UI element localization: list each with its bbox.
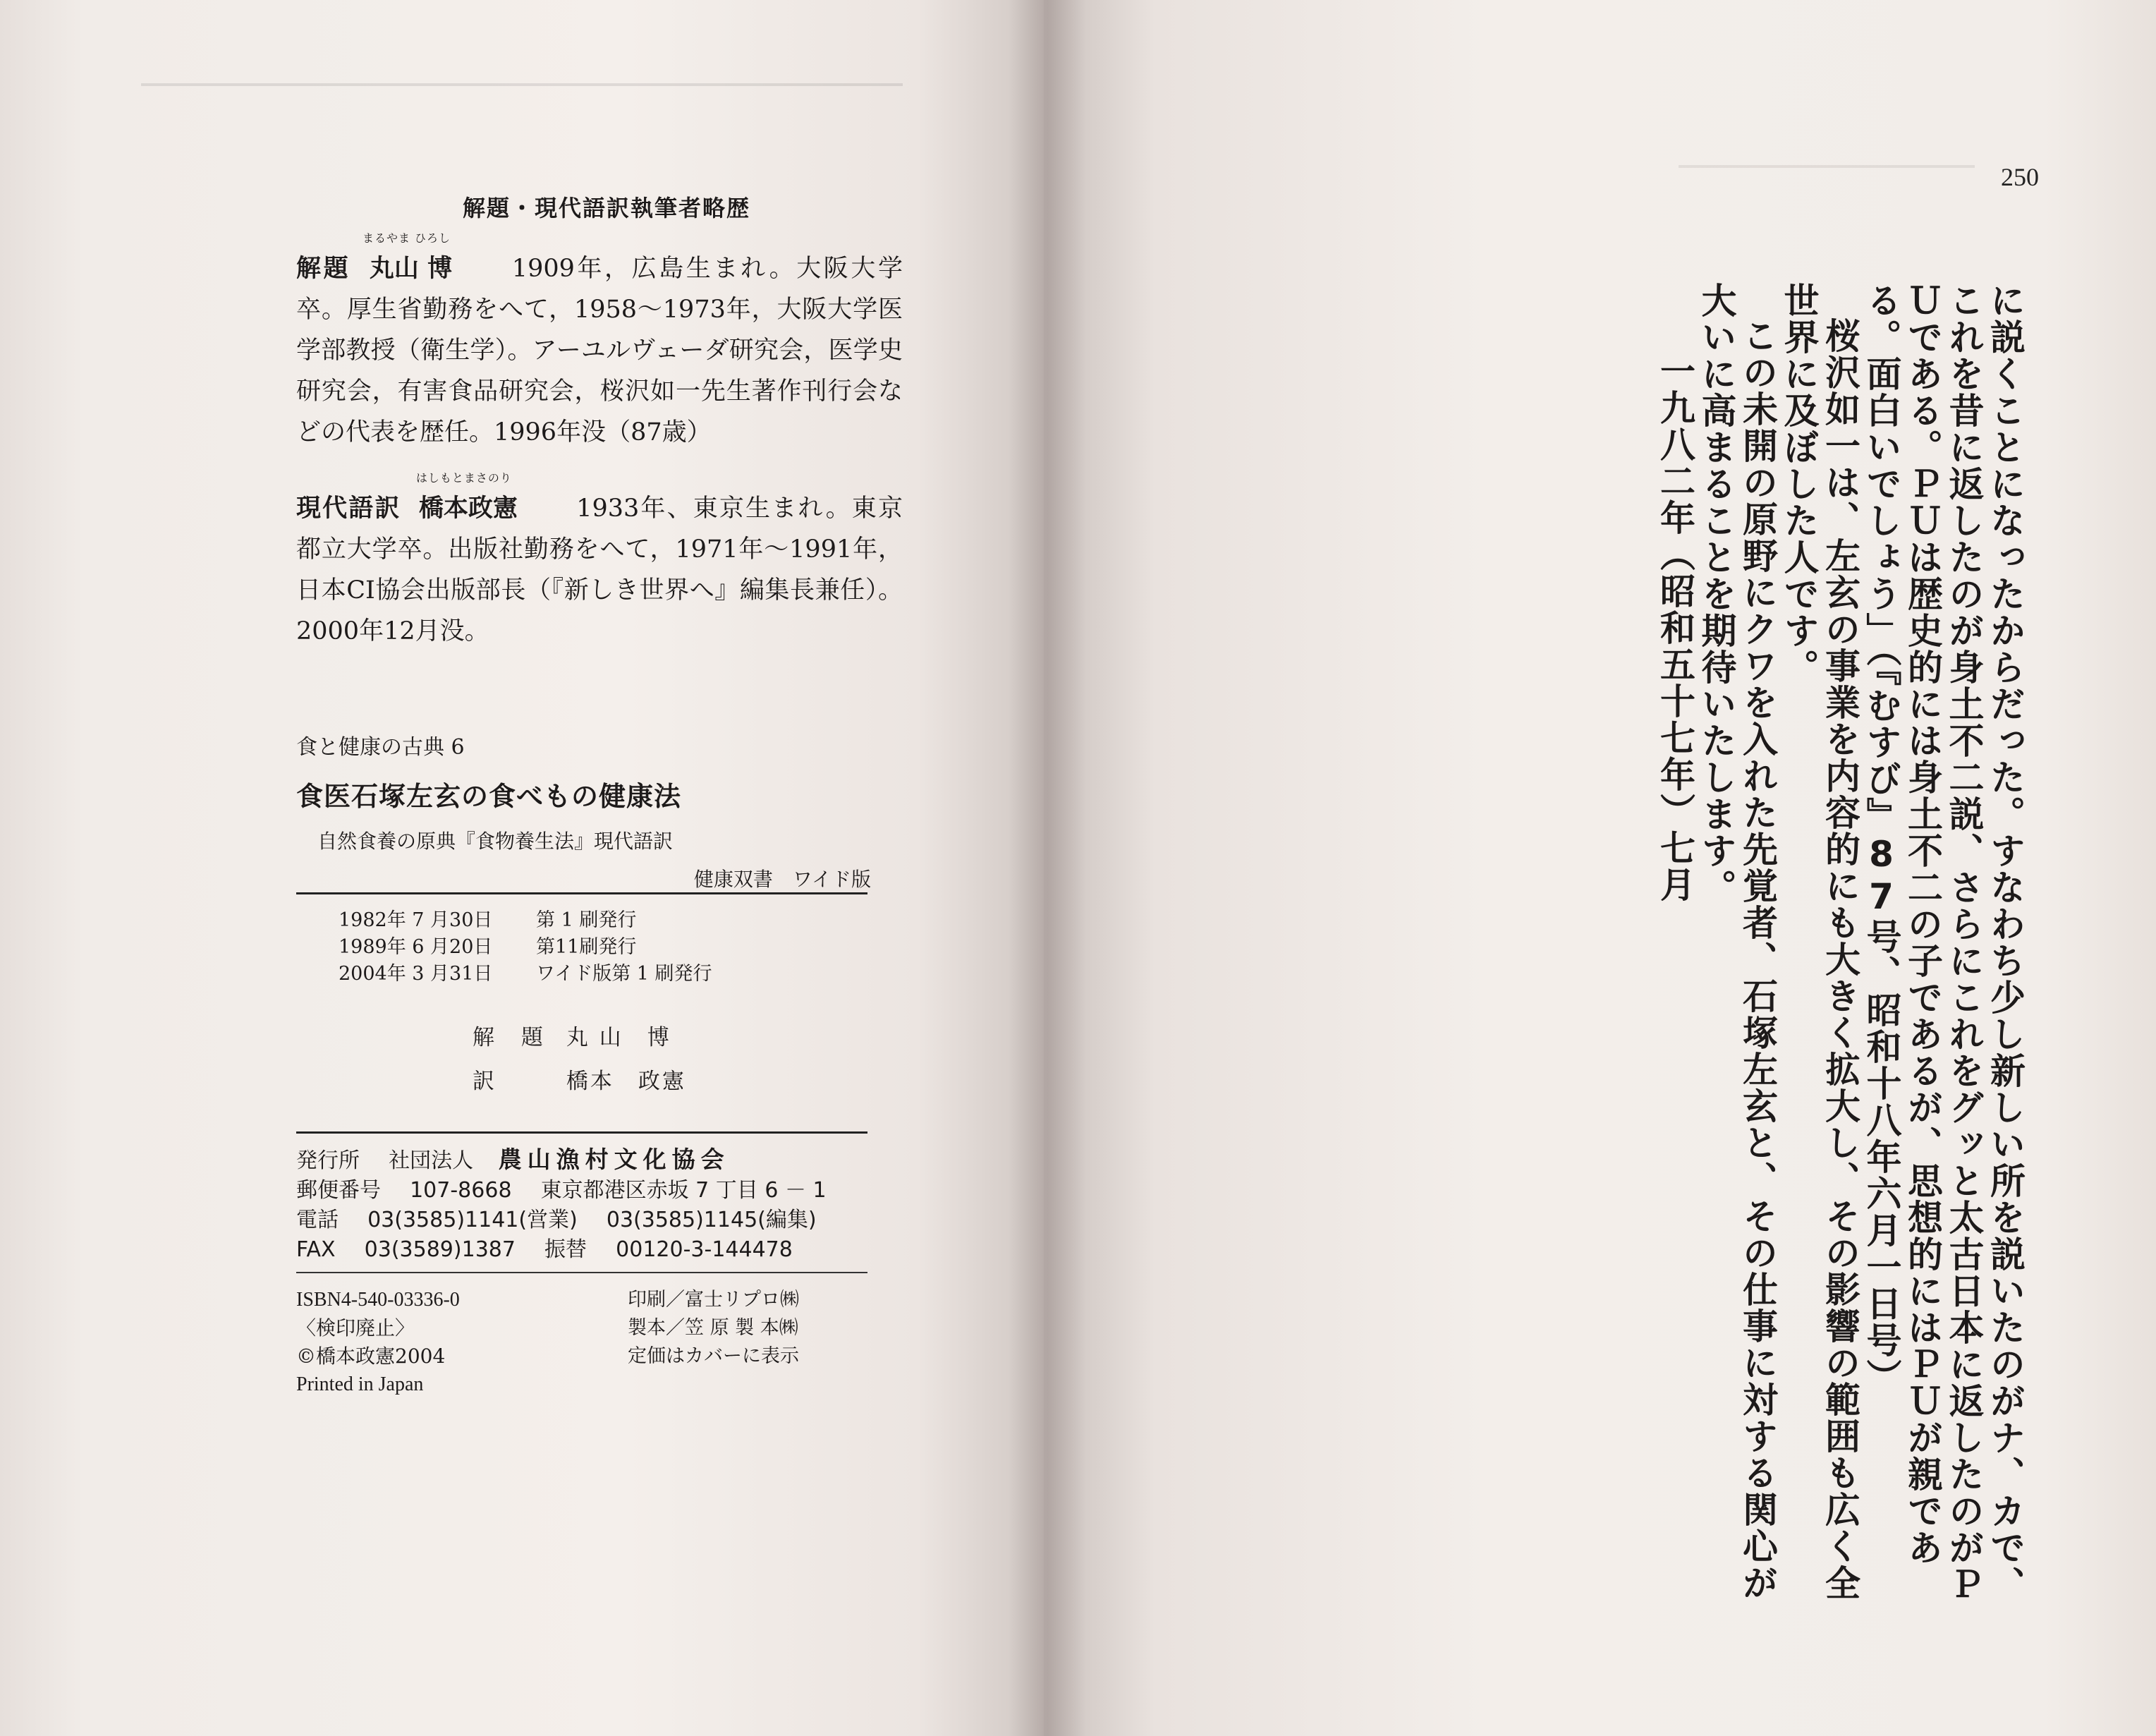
commentator-ruby: まるやま ひろし [362,231,451,245]
credit-role: 訳 [473,1069,504,1094]
tel-row [296,1206,903,1235]
printed-in: Printed in Japan [296,1373,424,1395]
publisher-name: 農山漁村文化協会 [498,1146,730,1173]
divider [296,1272,867,1273]
tel-sales: 03(3585)1141(営業) [367,1208,578,1232]
translator-bio [296,471,903,652]
fax-label: FAX [296,1237,336,1262]
edition-row [339,907,903,934]
postal-label: 郵便番号 [296,1178,381,1203]
commentator-years: 1909年，広島生まれ。大阪大学 [511,255,903,283]
imprint-label: 健康双書 ワイド版 [693,868,871,891]
colophon-footer [296,1286,903,1399]
printing: 印刷／富士リプロ㈱ [628,1289,799,1311]
commentator-bio-text: 卒。厚生省勤務をへて，1958～1973年，大阪大学医学部教授（衛生学）。アーユルヴェーダ研究会，医学史研究会，有害食品研究会，桜沢如一先生著作刊行会などの代表を歴任。1996年没（87歳） [296,296,903,447]
postal-row [296,1176,903,1206]
isbn-block [296,1286,628,1399]
translator-name: 橋本政憲 [418,494,518,523]
edition-date: 2004年 3 月31日 [339,963,493,985]
left-page [0,0,1044,1736]
edition-date: 1989年 6 月20日 [339,936,493,958]
closing-date: 一九八二年（昭和五十七年）七月 [1655,353,1695,903]
bio-header: 解題・現代語訳執筆者略歴 [462,195,750,221]
credits [473,1016,903,1103]
price-note: 定価はカバーに表示 [628,1345,799,1367]
show-through-rule [141,83,903,86]
book-title: 食医石塚左玄の食べもの健康法 [296,781,682,812]
commentator-name-wrap [361,231,453,289]
fax-row [296,1235,903,1265]
series-name: 食と健康の古典 6 [296,735,465,760]
edition-label: 第 1 刷発行 [536,909,637,931]
show-through-rule [1679,165,1975,168]
edition-label: 第11刷発行 [536,936,637,958]
publisher-row [296,1145,903,1176]
credit-name: 丸 山 博 [566,1025,671,1050]
credit-role: 解 題 [473,1025,553,1050]
credit-row [473,1016,903,1060]
divider [296,1131,867,1134]
edition-row [339,961,903,988]
paragraph: に説くことになったからだった。すなわち少し新しい所を説いたのがナ、カで、これを昔に返したのが身土不二説、さらにこれをグッと太古日本に返したのがＰＵである。ＰＵは歴史的には身土不二の子であるが、思想的にはＰＵが親である。面白いでしょう」（『むすび』87号、昭和十八年六月一日号） [1860,282,2026,1603]
colophon [296,190,903,1399]
isbn: ISBN4-540-03336-0 [296,1289,460,1311]
paragraph: 桜沢如一は、左玄の事業を内容的にも大きく拡大し、その影響の範囲も広く全世界に及ぼした人です。 [1778,282,1860,1601]
translator-ruby: はしもとまさのり [415,471,512,485]
transfer-number: 00120-3-144478 [616,1237,793,1262]
translator-bio-text: 京都立大学卒。出版社勤務をへて，1971年～1991年，日本CI協会出版部長（『新しき世界へ』編集長兼任）。2000年12月没。 [296,494,903,645]
commentator-name: 丸山 博 [369,255,453,283]
credit-row [473,1060,903,1103]
seal-note: 〈検印廃止〉 [296,1316,415,1340]
printer-block [628,1286,799,1399]
postal-code: 107-8668 [410,1178,512,1203]
credit-name: 橋本 政憲 [566,1069,686,1094]
binding: 製本／笠 原 製 本㈱ [628,1317,798,1339]
divider [296,892,867,894]
fax-number: 03(3589)1387 [364,1237,516,1262]
translator-years: 1933年、東京生まれ。東 [576,494,878,523]
book-subtitle: 自然食養の原典『食物養生法』現代語訳 [317,830,674,853]
vertical-body-text [1334,282,2026,1608]
paragraph: この未開の原野にクワを入れた先覚者、石塚左玄と、その仕事に対する関心が大いに高まることを期待いたします。 [1695,282,1778,1601]
publisher-block [296,1145,903,1265]
translator-name-wrap [410,471,518,529]
publisher-label: 発行所 [296,1148,360,1173]
tel-edit: 03(3585)1145(編集) [606,1208,817,1232]
address: 東京都港区赤坂 7 丁目 6 － 1 [540,1178,827,1203]
book-gutter [1009,0,1086,1736]
copyright: ©橋本政憲2004 [296,1345,446,1368]
edition-date: 1982年 7 月30日 [339,909,493,931]
commentator-role: 解題 [296,255,351,283]
publisher-corp: 社団法人 [389,1148,474,1173]
translator-role: 現代語訳 [296,494,401,523]
edition-row [339,934,903,961]
commentator-bio [296,231,903,453]
page-number: 250 [2001,163,2039,191]
edition-label: ワイド版第 1 刷発行 [536,963,712,985]
transfer-label: 振替 [544,1237,587,1262]
tel-label: 電話 [296,1208,339,1232]
edition-dates [339,907,903,988]
